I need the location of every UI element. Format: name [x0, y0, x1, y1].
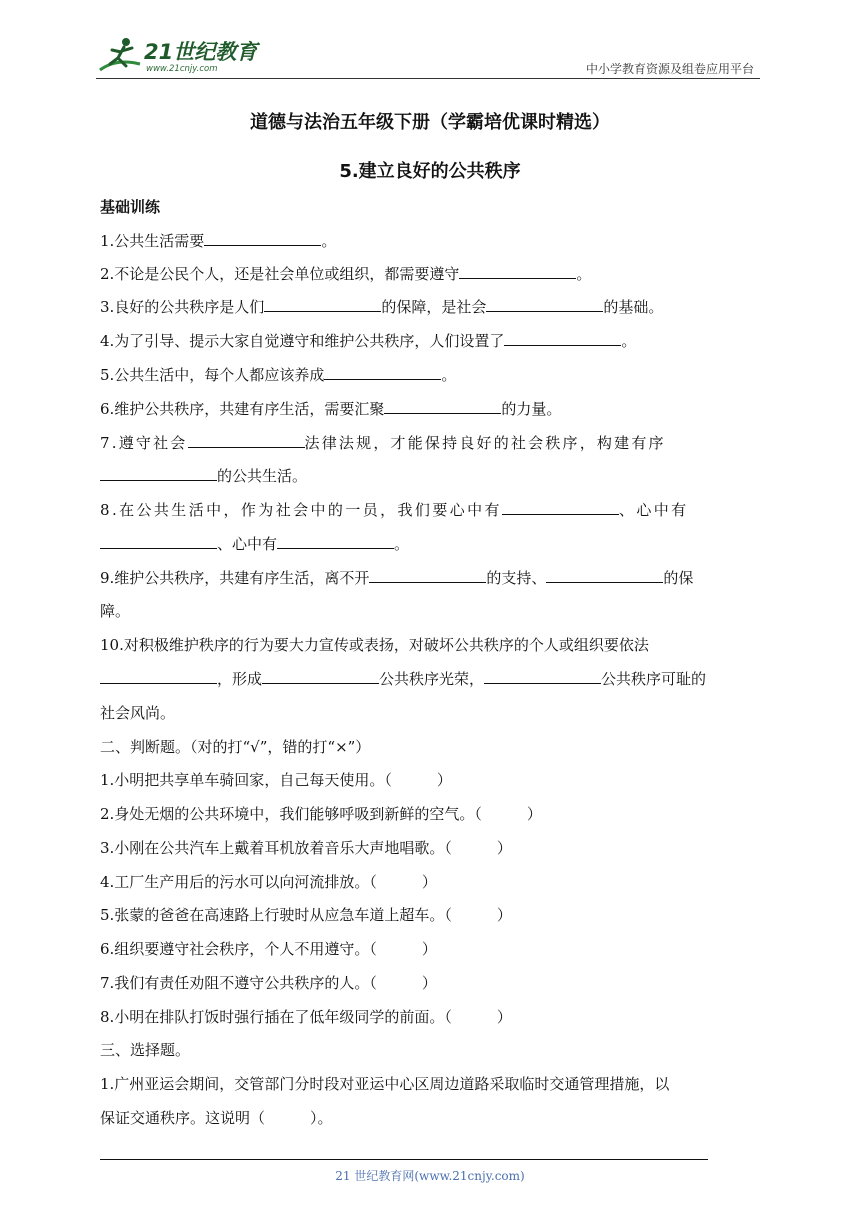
question-line: 、心中有 。	[100, 534, 409, 554]
lesson-title: 5.建立良好的公共秩序	[339, 161, 521, 182]
question-line: 9.维护公共秩序，共建有序生活，离不开 的支持、 的保	[100, 569, 694, 587]
section-heading-choice: 三、选择题。	[100, 1041, 191, 1059]
judge-item: 8.小明在排队打饭时强行插在了低年级同学的前面。（ ）	[100, 1008, 512, 1026]
question-line: 10.对积极维护秩序的行为要大力宣传或表扬，对破坏公共秩序的个人或组织要依法	[100, 636, 649, 654]
answer-blank[interactable]	[204, 231, 321, 246]
page-header	[96, 34, 760, 78]
judge-item: 7.我们有责任劝阻不遵守公共秩序的人。（ ）	[100, 974, 437, 992]
answer-blank[interactable]	[484, 669, 601, 684]
answer-blank[interactable]	[100, 466, 217, 481]
answer-blank[interactable]	[459, 264, 576, 279]
answer-blank[interactable]	[262, 669, 379, 684]
judge-item: 4.工厂生产用后的污水可以向河流排放。（ ）	[100, 873, 437, 891]
footer-divider	[100, 1159, 708, 1160]
judge-item: 6.组织要遵守社会秩序，个人不用遵守。（ ）	[100, 940, 437, 958]
question-line: 4.为了引导、提示大家自觉遵守和维护公共秩序，人们设置了 。	[100, 332, 637, 350]
question-line: 的公共生活。	[100, 466, 307, 486]
answer-blank[interactable]	[100, 669, 217, 684]
answer-blank[interactable]	[324, 365, 441, 380]
page-title: 道德与法治五年级下册（学霸培优课时精选）	[250, 112, 610, 133]
answer-blank[interactable]	[546, 568, 663, 583]
question-line: 6.维护公共秩序，共建有序生活，需要汇聚 的力量。	[100, 400, 562, 418]
question-line: 2.不论是公民个人，还是社会单位或组织，都需要遵守 。	[100, 265, 592, 283]
answer-blank[interactable]	[264, 297, 381, 312]
header-tagline: 中小学教育资源及组卷应用平台	[585, 62, 754, 76]
answer-blank[interactable]	[486, 297, 603, 312]
judge-item: 2.身处无烟的公共环境中，我们能够呼吸到新鲜的空气。（ ）	[100, 805, 542, 823]
judge-item: 3.小刚在公共汽车上戴着耳机放着音乐大声地唱歌。（ ）	[100, 839, 512, 857]
answer-blank[interactable]	[369, 568, 486, 583]
answer-blank[interactable]	[504, 331, 621, 346]
answer-blank[interactable]	[502, 500, 619, 515]
answer-blank[interactable]	[100, 534, 217, 549]
answer-blank[interactable]	[384, 399, 501, 414]
question-line: 障。	[100, 602, 131, 620]
question-line: 社会风尚。	[100, 704, 176, 722]
question-line: 7.遵守社会 法律法规，才能保持良好的社会秩序，构建有序	[100, 434, 666, 452]
section-heading-basic: 基础训练	[100, 198, 161, 216]
header-divider	[96, 78, 760, 79]
question-line: 3.良好的公共秩序是人们 的保障，是社会 的基础。	[100, 298, 664, 316]
question-line: 5.公共生活中，每个人都应该养成 。	[100, 366, 457, 384]
answer-blank[interactable]	[188, 433, 305, 448]
page-footer[interactable]: 21 世纪教育网(www.21cnjy.com)	[335, 1169, 525, 1183]
judge-item: 1.小明把共享单车骑回家，自己每天使用。（ ）	[100, 771, 452, 789]
brand-name: 21世纪教育	[144, 40, 258, 64]
question-line: ，形成 公共秩序光荣， 公共秩序可耻的	[100, 669, 706, 689]
judge-item: 5.张蒙的爸爸在高速路上行驶时从应急车道上超车。（ ）	[100, 906, 512, 924]
choice-item: 1.广州亚运会期间，交管部门分时段对亚运中心区周边道路采取临时交通管理措施，以	[100, 1075, 670, 1093]
brand-url: www.21cnjy.com	[146, 64, 218, 74]
question-line: 8.在公共生活中，作为社会中的一员，我们要心中有 、心中有	[100, 501, 689, 519]
section-heading-judge: 二、判断题。（对的打“√”，错的打“×”）	[100, 738, 371, 756]
question-line: 1.公共生活需要 。	[100, 232, 337, 250]
choice-item: 保证交通秩序。这说明（ ）。	[100, 1109, 333, 1127]
answer-blank[interactable]	[277, 534, 394, 549]
